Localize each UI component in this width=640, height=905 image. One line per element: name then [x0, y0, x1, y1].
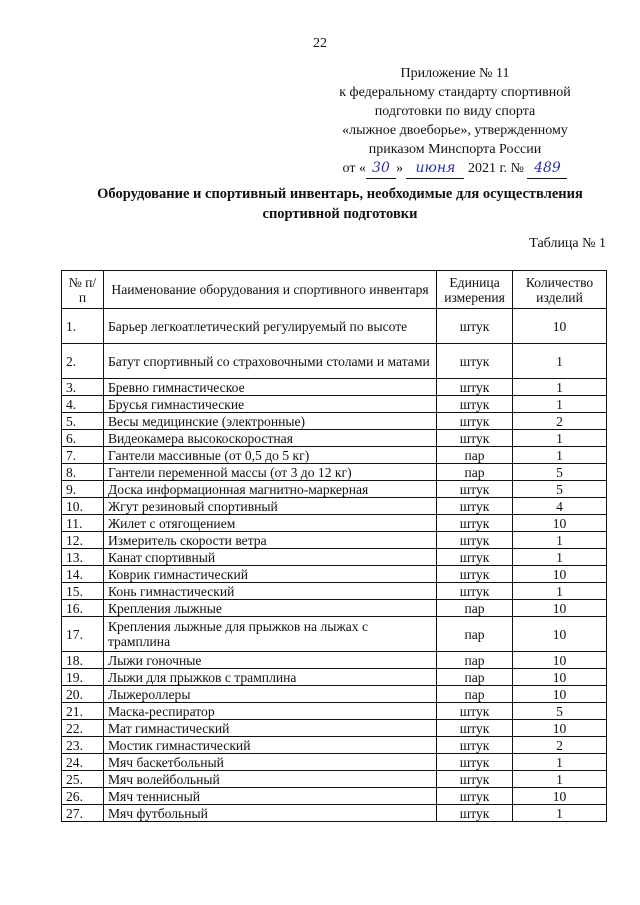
cell-name: Коврик гимнастический: [103, 566, 436, 583]
cell-qty: 1: [513, 754, 607, 771]
cell-name: Мяч волейбольный: [103, 771, 436, 788]
cell-qty: 5: [513, 703, 607, 720]
cell-num: 12.: [62, 532, 104, 549]
cell-unit: штук: [437, 413, 513, 430]
cell-qty: 5: [513, 464, 607, 481]
table-row: [62, 309, 607, 344]
cell-unit: пар: [437, 686, 513, 703]
cell-unit: штук: [437, 737, 513, 754]
cell-name: Батут спортивный со страховочными столами и матами: [103, 344, 436, 379]
cell-qty: 10: [513, 652, 607, 669]
table-row: [62, 532, 607, 549]
header-unit: Единица измерения: [437, 271, 513, 309]
appendix-block: [310, 64, 600, 179]
cell-num: 26.: [62, 788, 104, 805]
cell-name: Конь гимнастический: [103, 583, 436, 600]
cell-num: 15.: [62, 583, 104, 600]
cell-num: 27.: [62, 805, 104, 822]
cell-qty: 10: [513, 720, 607, 737]
cell-num: 22.: [62, 720, 104, 737]
table-label: Таблица № 1: [529, 236, 606, 251]
table-row: [62, 498, 607, 515]
cell-name: Гантели переменной массы (от 3 до 12 кг): [103, 464, 436, 481]
cell-name: Барьер легкоатлетический регулируемый по высоте: [103, 309, 436, 344]
table-row: [62, 600, 607, 617]
cell-qty: 10: [513, 309, 607, 344]
appendix-line-5: приказом Минспорта России: [368, 142, 542, 157]
appendix-line-4: «лыжное двоеборье», утвержденному: [342, 123, 568, 138]
cell-unit: штук: [437, 805, 513, 822]
cell-qty: 1: [513, 379, 607, 396]
table-row: [62, 652, 607, 669]
table-row: [62, 788, 607, 805]
cell-qty: 10: [513, 617, 607, 652]
cell-name: Жгут резиновый спортивный: [103, 498, 436, 515]
date-prefix: от «: [342, 161, 366, 176]
cell-num: 19.: [62, 669, 104, 686]
cell-name: Доска информационная магнитно-маркерная: [103, 481, 436, 498]
table-row: [62, 447, 607, 464]
cell-qty: 1: [513, 549, 607, 566]
cell-num: 24.: [62, 754, 104, 771]
date-mid: »: [395, 161, 403, 176]
cell-num: 25.: [62, 771, 104, 788]
cell-unit: штук: [437, 583, 513, 600]
cell-num: 23.: [62, 737, 104, 754]
table-row: [62, 617, 607, 652]
appendix-line-3: подготовки по виду спорта: [374, 104, 536, 119]
table-row: [62, 771, 607, 788]
table-row: [62, 566, 607, 583]
cell-name: Лыжероллеры: [103, 686, 436, 703]
cell-name: Мяч теннисный: [103, 788, 436, 805]
cell-num: 13.: [62, 549, 104, 566]
cell-name: Мяч баскетбольный: [103, 754, 436, 771]
cell-num: 16.: [62, 600, 104, 617]
cell-qty: 1: [513, 583, 607, 600]
cell-num: 8.: [62, 464, 104, 481]
cell-qty: 2: [513, 413, 607, 430]
cell-unit: пар: [437, 447, 513, 464]
table-row: [62, 344, 607, 379]
cell-unit: штук: [437, 703, 513, 720]
table-row: [62, 805, 607, 822]
cell-num: 2.: [62, 344, 104, 379]
cell-unit: штук: [437, 720, 513, 737]
cell-qty: 10: [513, 566, 607, 583]
cell-unit: штук: [437, 344, 513, 379]
cell-name: Видеокамера высокоскоростная: [103, 430, 436, 447]
cell-name: Лыжи гоночные: [103, 652, 436, 669]
table-row: [62, 413, 607, 430]
date-month: июня: [406, 159, 464, 179]
page-number: 22: [313, 36, 327, 51]
cell-name: Измеритель скорости ветра: [103, 532, 436, 549]
cell-unit: пар: [437, 600, 513, 617]
header-num: № п/п: [62, 271, 104, 309]
cell-unit: пар: [437, 617, 513, 652]
cell-num: 10.: [62, 498, 104, 515]
cell-unit: штук: [437, 771, 513, 788]
cell-num: 7.: [62, 447, 104, 464]
cell-unit: штук: [437, 396, 513, 413]
cell-qty: 1: [513, 344, 607, 379]
title-line-1: Оборудование и спортивный инвентарь, необходимые для осуществления: [97, 186, 583, 202]
cell-name: Мяч футбольный: [103, 805, 436, 822]
table-row: [62, 669, 607, 686]
document-title: [60, 184, 620, 224]
cell-num: 20.: [62, 686, 104, 703]
cell-num: 11.: [62, 515, 104, 532]
cell-name: Жилет с отягощением: [103, 515, 436, 532]
table-row: [62, 754, 607, 771]
table-row: [62, 430, 607, 447]
cell-qty: 1: [513, 805, 607, 822]
table-row: [62, 549, 607, 566]
table-header-row: [62, 271, 607, 309]
cell-name: Мат гимнастический: [103, 720, 436, 737]
cell-qty: 1: [513, 532, 607, 549]
appendix-line-2: к федеральному стандарту спортивной: [339, 85, 571, 100]
cell-unit: штук: [437, 498, 513, 515]
table-row: [62, 686, 607, 703]
cell-unit: штук: [437, 566, 513, 583]
cell-unit: штук: [437, 788, 513, 805]
cell-unit: штук: [437, 532, 513, 549]
appendix-date-line: [310, 159, 600, 179]
cell-unit: штук: [437, 515, 513, 532]
cell-qty: 1: [513, 430, 607, 447]
table-row: [62, 583, 607, 600]
cell-qty: 1: [513, 396, 607, 413]
header-qty: Количество изделий: [513, 271, 607, 309]
cell-unit: пар: [437, 652, 513, 669]
cell-unit: штук: [437, 481, 513, 498]
cell-num: 21.: [62, 703, 104, 720]
cell-unit: пар: [437, 464, 513, 481]
cell-unit: штук: [437, 309, 513, 344]
cell-num: 17.: [62, 617, 104, 652]
cell-name: Весы медицинские (электронные): [103, 413, 436, 430]
cell-qty: 1: [513, 771, 607, 788]
cell-name: Крепления лыжные для прыжков на лыжах с трамплина: [103, 617, 436, 652]
cell-name: Лыжи для прыжков с трамплина: [103, 669, 436, 686]
table-row: [62, 737, 607, 754]
cell-name: Брусья гимнастические: [103, 396, 436, 413]
cell-unit: штук: [437, 754, 513, 771]
cell-qty: 2: [513, 737, 607, 754]
cell-num: 9.: [62, 481, 104, 498]
cell-name: Бревно гимнастическое: [103, 379, 436, 396]
cell-name: Крепления лыжные: [103, 600, 436, 617]
appendix-title: Приложение № 11: [400, 66, 510, 81]
cell-unit: пар: [437, 669, 513, 686]
cell-qty: 10: [513, 686, 607, 703]
table-row: [62, 481, 607, 498]
table-body: [62, 309, 607, 822]
cell-num: 1.: [62, 309, 104, 344]
cell-unit: штук: [437, 379, 513, 396]
table-row: [62, 515, 607, 532]
cell-qty: 4: [513, 498, 607, 515]
date-day: 30: [366, 159, 396, 179]
cell-name: Гантели массивные (от 0,5 до 5 кг): [103, 447, 436, 464]
cell-unit: штук: [437, 549, 513, 566]
cell-name: Мостик гимнастический: [103, 737, 436, 754]
cell-qty: 10: [513, 515, 607, 532]
cell-num: 14.: [62, 566, 104, 583]
cell-name: Маска-респиратор: [103, 703, 436, 720]
cell-qty: 10: [513, 669, 607, 686]
cell-num: 5.: [62, 413, 104, 430]
cell-qty: 5: [513, 481, 607, 498]
table-row: [62, 464, 607, 481]
order-number: 489: [527, 159, 567, 179]
cell-qty: 1: [513, 447, 607, 464]
cell-num: 3.: [62, 379, 104, 396]
header-name: Наименование оборудования и спортивного инвентаря: [103, 271, 436, 309]
cell-unit: штук: [437, 430, 513, 447]
cell-num: 18.: [62, 652, 104, 669]
cell-num: 4.: [62, 396, 104, 413]
table-row: [62, 379, 607, 396]
date-year: 2021 г. №: [467, 161, 524, 176]
cell-num: 6.: [62, 430, 104, 447]
cell-qty: 10: [513, 788, 607, 805]
cell-qty: 10: [513, 600, 607, 617]
inventory-table: [61, 270, 607, 822]
table-row: [62, 720, 607, 737]
title-line-2: спортивной подготовки: [262, 206, 418, 222]
cell-name: Канат спортивный: [103, 549, 436, 566]
table-row: [62, 703, 607, 720]
table-row: [62, 396, 607, 413]
